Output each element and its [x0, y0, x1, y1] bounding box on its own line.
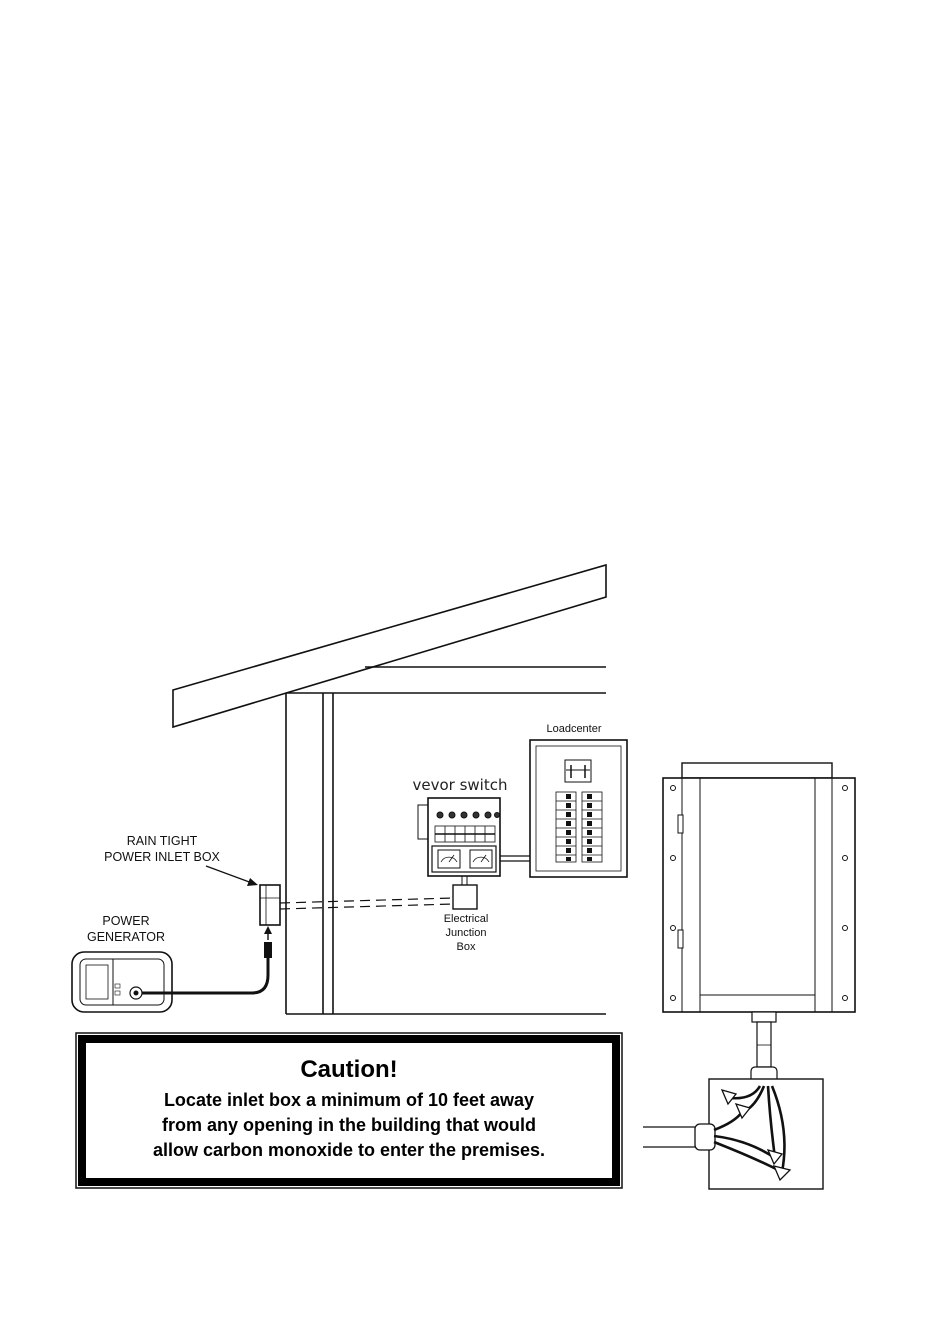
- switch-label: vevor switch: [412, 776, 508, 794]
- loadcenter-label: Loadcenter: [546, 723, 602, 735]
- junction-label-line2: Junction: [445, 927, 487, 939]
- wiring-closeup: [643, 1079, 823, 1189]
- caution-line1: Locate inlet box a minimum of 10 feet away: [163, 1090, 535, 1110]
- junction-label-line3: Box: [456, 941, 476, 953]
- dashed-cable: [280, 898, 453, 909]
- caution-title: Caution!: [300, 1056, 398, 1083]
- caution-line3: allow carbon monoxide to enter the premises.: [152, 1140, 546, 1160]
- cord-plug: [264, 942, 272, 958]
- caution-line2: from any opening in the building that would: [162, 1115, 536, 1135]
- roof: [173, 565, 606, 727]
- junction-box: [453, 885, 477, 909]
- inlet-pointer-arrow: [206, 866, 258, 886]
- inlet-label-line1: RAIN TIGHT: [126, 834, 198, 848]
- plug-arrow: [264, 926, 272, 940]
- transfer-switch: [418, 798, 530, 885]
- inlet-label-line2: POWER INLET BOX: [104, 850, 220, 864]
- power-inlet-box: [260, 885, 280, 925]
- power-generator: [72, 952, 172, 1012]
- generator-label-line1: POWER: [102, 914, 150, 928]
- junction-label-line1: Electrical: [443, 913, 489, 925]
- generator-label-line2: GENERATOR: [86, 930, 166, 944]
- inlet-box-closeup: [663, 763, 855, 1087]
- loadcenter-panel: [530, 740, 627, 877]
